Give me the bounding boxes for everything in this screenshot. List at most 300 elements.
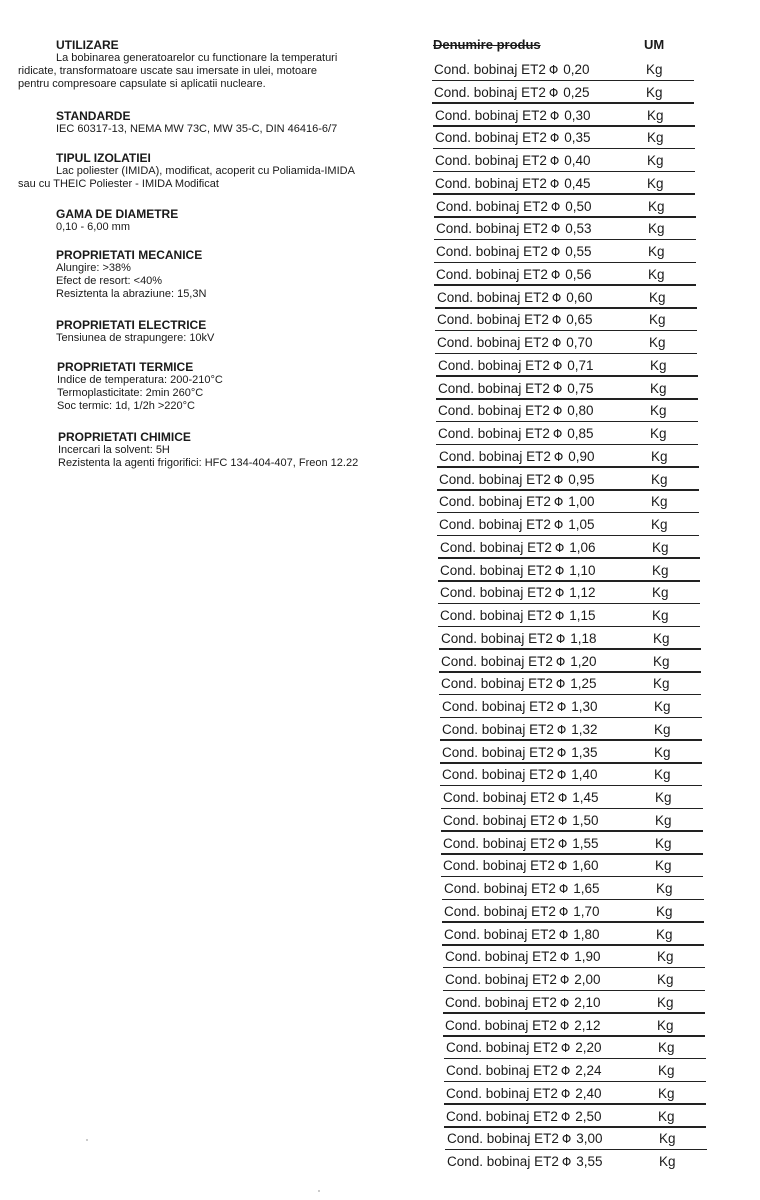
product-prefix: Cond. bobinaj ET2 xyxy=(439,494,551,510)
diameter-value: 1,35 xyxy=(571,744,598,760)
diameter-symbol: Φ xyxy=(556,745,567,760)
product-name xyxy=(437,332,593,354)
product-name xyxy=(439,446,595,468)
unit-cell: Kg xyxy=(659,1154,676,1169)
product-name xyxy=(435,105,591,127)
table-row xyxy=(445,1151,707,1173)
section-line: Efect de resort: <40% xyxy=(56,275,163,287)
section-line: Resiztenta la abraziune: 15,3N xyxy=(56,288,207,300)
diameter-symbol: Φ xyxy=(557,836,568,851)
table-row xyxy=(439,673,701,695)
unit-cell: Kg xyxy=(652,539,669,555)
section-heading: UTILIZARE xyxy=(56,38,119,52)
unit-cell: Kg xyxy=(646,84,663,100)
table-row xyxy=(433,173,695,195)
table-row xyxy=(432,59,694,81)
unit-cell: Kg xyxy=(651,494,668,510)
diameter-symbol: Φ xyxy=(560,1109,571,1124)
diameter-value: 1,55 xyxy=(572,835,599,851)
unit-cell: Kg xyxy=(651,517,668,532)
diameter-symbol: Φ xyxy=(549,108,560,123)
product-name xyxy=(442,742,598,764)
product-prefix: Cond. bobinaj ET2 xyxy=(445,972,557,987)
diameter-value: 1,18 xyxy=(570,630,597,646)
unit-cell: Kg xyxy=(656,926,673,942)
diameter-value: 0,20 xyxy=(563,62,590,77)
unit-cell: Kg xyxy=(651,448,668,464)
table-row xyxy=(433,127,695,149)
section-line: Lac poliester (IMIDA), modificat, acoperit cu Poliamida-IMIDA xyxy=(56,165,355,177)
table-row xyxy=(434,196,696,218)
product-name xyxy=(440,582,596,604)
table-row xyxy=(435,309,697,331)
table-row xyxy=(435,332,697,354)
table-row xyxy=(444,1060,706,1082)
section-heading: TIPUL IZOLATIEI xyxy=(56,151,151,165)
product-name xyxy=(440,560,596,582)
unit-cell: Kg xyxy=(659,1131,676,1147)
product-prefix: Cond. bobinaj ET2 xyxy=(435,153,547,168)
product-prefix: Cond. bobinaj ET2 xyxy=(441,676,553,692)
diameter-symbol: Φ xyxy=(552,381,563,396)
table-row xyxy=(438,605,700,627)
unit-cell: Kg xyxy=(646,62,663,77)
diameter-symbol: Φ xyxy=(558,927,569,942)
diameter-symbol: Φ xyxy=(560,1086,571,1101)
table-row xyxy=(438,582,700,604)
section-line: Tensiunea de strapungere: 10kV xyxy=(56,332,215,344)
product-name xyxy=(446,1106,602,1128)
unit-cell: Kg xyxy=(649,312,666,328)
diameter-symbol: Φ xyxy=(560,1041,571,1056)
table-row xyxy=(445,1128,707,1150)
product-name xyxy=(438,355,594,377)
table-row xyxy=(438,537,700,559)
diameter-value: 1,45 xyxy=(572,790,599,805)
section-line: Rezistenta la agenti frigorifici: HFC 134-404-407, Freon 12.22 xyxy=(58,457,359,469)
unit-cell: Kg xyxy=(650,403,667,419)
table-row xyxy=(437,469,699,491)
table-row xyxy=(442,901,704,923)
diameter-value: 0,50 xyxy=(565,198,592,214)
unit-cell: Kg xyxy=(656,881,673,896)
product-prefix: Cond. bobinaj ET2 xyxy=(444,903,556,919)
scan-speck xyxy=(86,1139,88,1141)
diameter-symbol: Φ xyxy=(552,427,563,441)
unit-cell: Kg xyxy=(657,949,674,965)
diameter-value: 1,60 xyxy=(572,858,599,874)
product-name xyxy=(437,287,593,309)
unit-cell: Kg xyxy=(654,767,671,783)
product-prefix: Cond. bobinaj ET2 xyxy=(436,221,548,237)
product-prefix: Cond. bobinaj ET2 xyxy=(444,881,556,896)
product-name xyxy=(438,400,594,422)
table-row xyxy=(439,651,701,673)
product-prefix: Cond. bobinaj ET2 xyxy=(437,335,549,350)
section-line: ridicate, transformatoare uscate sau imersate in ulei, motoare xyxy=(18,65,317,77)
unit-cell: Kg xyxy=(650,357,667,373)
diameter-symbol: Φ xyxy=(552,358,563,373)
unit-cell: Kg xyxy=(647,107,664,123)
product-name xyxy=(435,127,591,149)
unit-cell: Kg xyxy=(648,266,665,282)
diameter-value: 3,55 xyxy=(576,1154,603,1169)
diameter-symbol: Φ xyxy=(554,609,565,623)
unit-cell: Kg xyxy=(648,198,665,214)
table-row xyxy=(441,833,703,855)
diameter-value: 1,30 xyxy=(571,699,598,714)
product-name xyxy=(434,82,590,104)
diameter-value: 2,40 xyxy=(575,1085,602,1101)
section-electrice xyxy=(56,318,214,345)
product-prefix: Cond. bobinaj ET2 xyxy=(439,517,551,532)
section-heading: GAMA DE DIAMETRE xyxy=(56,207,179,221)
unit-cell: Kg xyxy=(658,1085,675,1101)
unit-cell: Kg xyxy=(653,653,670,669)
product-prefix: Cond. bobinaj ET2 xyxy=(434,62,546,77)
product-name xyxy=(445,946,601,968)
unit-cell: Kg xyxy=(655,835,672,851)
diameter-symbol: Φ xyxy=(556,768,567,783)
table-row xyxy=(436,400,698,422)
diameter-value: 0,70 xyxy=(566,335,593,350)
diameter-value: 0,95 xyxy=(568,471,595,487)
product-prefix: Cond. bobinaj ET2 xyxy=(447,1131,559,1147)
product-name xyxy=(446,1083,602,1105)
unit-cell: Kg xyxy=(648,244,665,259)
product-prefix: Cond. bobinaj ET2 xyxy=(442,699,554,714)
section-mecanice xyxy=(56,248,206,301)
product-name xyxy=(436,196,592,218)
product-name xyxy=(445,969,601,991)
diameter-value: 1,80 xyxy=(573,926,600,942)
product-name xyxy=(435,150,591,172)
section-heading: PROPRIETATI TERMICE xyxy=(57,360,194,374)
diameter-symbol: Φ xyxy=(550,222,561,237)
table-row xyxy=(444,1083,706,1105)
unit-cell: Kg xyxy=(655,858,672,874)
diameter-value: 1,90 xyxy=(574,949,601,965)
unit-cell: Kg xyxy=(650,426,667,441)
product-prefix: Cond. bobinaj ET2 xyxy=(440,585,552,601)
diameter-value: 0,90 xyxy=(568,448,595,464)
product-name xyxy=(440,537,596,559)
diameter-value: 2,00 xyxy=(574,972,601,987)
product-prefix: Cond. bobinaj ET2 xyxy=(446,1085,558,1101)
table-row xyxy=(443,992,705,1014)
diameter-symbol: Φ xyxy=(555,654,566,669)
product-name xyxy=(443,833,599,855)
table-row xyxy=(441,855,703,877)
diameter-value: 0,65 xyxy=(566,312,593,328)
diameter-value: 0,55 xyxy=(565,244,592,259)
section-line: Incercari la solvent: 5H xyxy=(58,444,170,456)
product-name xyxy=(442,719,598,741)
unit-cell: Kg xyxy=(648,221,665,237)
product-prefix: Cond. bobinaj ET2 xyxy=(445,949,557,965)
diameter-symbol: Φ xyxy=(557,791,568,805)
unit-cell: Kg xyxy=(658,1108,675,1124)
header-um: UM xyxy=(644,37,665,52)
product-name xyxy=(445,1015,601,1037)
product-prefix: Cond. bobinaj ET2 xyxy=(434,84,546,100)
diameter-symbol: Φ xyxy=(560,1064,571,1078)
diameter-value: 1,25 xyxy=(570,676,597,692)
product-prefix: Cond. bobinaj ET2 xyxy=(441,630,553,646)
diameter-value: 0,71 xyxy=(567,357,594,373)
unit-cell: Kg xyxy=(658,1063,675,1078)
unit-cell: Kg xyxy=(652,608,669,623)
product-prefix: Cond. bobinaj ET2 xyxy=(445,1017,557,1033)
unit-cell: Kg xyxy=(649,289,666,305)
unit-cell: Kg xyxy=(657,994,674,1010)
product-prefix: Cond. bobinaj ET2 xyxy=(437,289,549,305)
diameter-symbol: Φ xyxy=(549,131,560,146)
product-name xyxy=(439,469,595,491)
section-line: Alungire: >38% xyxy=(56,262,131,274)
product-prefix: Cond. bobinaj ET2 xyxy=(445,994,557,1010)
product-name xyxy=(436,241,592,263)
diameter-value: 1,15 xyxy=(569,608,596,623)
product-name xyxy=(447,1151,603,1173)
product-name xyxy=(443,855,599,877)
unit-cell: Kg xyxy=(657,1017,674,1033)
unit-cell: Kg xyxy=(655,812,672,828)
product-name xyxy=(444,924,600,946)
product-name xyxy=(440,605,596,627)
product-name xyxy=(442,696,598,718)
product-prefix: Cond. bobinaj ET2 xyxy=(437,312,549,328)
product-name xyxy=(437,309,593,331)
product-name xyxy=(447,1128,603,1150)
diameter-value: 2,20 xyxy=(575,1040,602,1056)
diameter-symbol: Φ xyxy=(557,859,568,874)
table-row xyxy=(437,514,699,536)
product-name xyxy=(442,764,598,786)
product-prefix: Cond. bobinaj ET2 xyxy=(446,1063,558,1078)
diameter-symbol: Φ xyxy=(552,404,563,419)
diameter-symbol: Φ xyxy=(553,472,564,487)
product-prefix: Cond. bobinaj ET2 xyxy=(440,608,552,623)
section-utilizare xyxy=(18,38,337,91)
diameter-symbol: Φ xyxy=(559,1018,570,1033)
diameter-symbol: Φ xyxy=(549,154,560,168)
unit-cell: Kg xyxy=(653,676,670,692)
diameter-symbol: Φ xyxy=(548,63,559,77)
product-name xyxy=(439,491,595,513)
diameter-value: 1,12 xyxy=(569,585,596,601)
product-prefix: Cond. bobinaj ET2 xyxy=(443,790,555,805)
section-line: IEC 60317-13, NEMA MW 73C, MW 35-C, DIN 46416-6/7 xyxy=(56,123,338,135)
product-prefix: Cond. bobinaj ET2 xyxy=(443,858,555,874)
product-name xyxy=(441,673,597,695)
unit-cell: Kg xyxy=(654,744,671,760)
table-row xyxy=(442,924,704,946)
table-row xyxy=(440,764,702,786)
diameter-symbol: Φ xyxy=(556,722,567,737)
product-prefix: Cond. bobinaj ET2 xyxy=(446,1108,558,1124)
product-name xyxy=(446,1037,602,1059)
unit-cell: Kg xyxy=(658,1040,675,1056)
unit-cell: Kg xyxy=(654,699,671,714)
product-name xyxy=(443,810,599,832)
product-prefix: Cond. bobinaj ET2 xyxy=(436,198,548,214)
diameter-value: 1,50 xyxy=(572,812,599,828)
table-row xyxy=(436,355,698,377)
table-row xyxy=(432,82,694,104)
unit-cell: Kg xyxy=(656,903,673,919)
product-name xyxy=(439,514,595,536)
unit-cell: Kg xyxy=(655,790,672,805)
product-prefix: Cond. bobinaj ET2 xyxy=(435,130,547,146)
diameter-value: 2,24 xyxy=(575,1063,602,1078)
product-name xyxy=(438,423,594,445)
product-prefix: Cond. bobinaj ET2 xyxy=(442,721,554,737)
section-heading: STANDARDE xyxy=(56,109,131,123)
diameter-symbol: Φ xyxy=(554,540,565,555)
unit-cell: Kg xyxy=(650,380,667,396)
product-prefix: Cond. bobinaj ET2 xyxy=(440,539,552,555)
product-prefix: Cond. bobinaj ET2 xyxy=(446,1040,558,1056)
diameter-value: 0,53 xyxy=(565,221,592,237)
table-row xyxy=(435,287,697,309)
table-row xyxy=(438,560,700,582)
unit-cell: Kg xyxy=(647,175,664,191)
product-prefix: Cond. bobinaj ET2 xyxy=(438,357,550,373)
diameter-value: 0,25 xyxy=(563,84,590,100)
unit-cell: Kg xyxy=(649,335,666,350)
product-name xyxy=(438,378,594,400)
section-chimice xyxy=(58,430,358,470)
product-prefix: Cond. bobinaj ET2 xyxy=(438,380,550,396)
product-name xyxy=(443,787,599,809)
product-prefix: Cond. bobinaj ET2 xyxy=(444,926,556,942)
table-row xyxy=(443,1015,705,1037)
table-row xyxy=(437,446,699,468)
section-heading: PROPRIETATI ELECTRICE xyxy=(56,318,207,332)
diameter-value: 1,10 xyxy=(569,562,596,578)
table-row xyxy=(444,1037,706,1059)
diameter-symbol: Φ xyxy=(559,950,570,965)
diameter-value: 1,70 xyxy=(573,903,600,919)
table-row xyxy=(443,946,705,968)
diameter-symbol: Φ xyxy=(556,700,567,714)
diameter-symbol: Φ xyxy=(551,336,562,350)
table-row xyxy=(434,241,696,263)
table-row xyxy=(440,719,702,741)
section-standarde xyxy=(56,109,337,136)
table-row xyxy=(440,742,702,764)
table-row xyxy=(434,264,696,286)
product-prefix: Cond. bobinaj ET2 xyxy=(440,562,552,578)
diameter-value: 0,85 xyxy=(567,426,594,441)
product-prefix: Cond. bobinaj ET2 xyxy=(435,107,547,123)
table-row xyxy=(440,696,702,718)
product-table xyxy=(432,36,702,1169)
diameter-value: 1,65 xyxy=(573,881,600,896)
header-name: Denumire produs xyxy=(433,37,541,52)
diameter-value: 2,12 xyxy=(574,1017,601,1033)
diameter-value: 2,50 xyxy=(575,1108,602,1124)
diameter-symbol: Φ xyxy=(551,290,562,305)
product-name xyxy=(445,992,601,1014)
section-line: La bobinarea generatoarelor cu functionare la temperaturi xyxy=(56,52,338,64)
diameter-value: 0,80 xyxy=(567,403,594,419)
diameter-value: 2,10 xyxy=(574,994,601,1010)
product-name xyxy=(446,1060,602,1082)
section-gama xyxy=(56,207,178,234)
table-row xyxy=(434,218,696,240)
product-name xyxy=(435,173,591,195)
diameter-value: 1,32 xyxy=(571,721,598,737)
table-header xyxy=(432,36,702,54)
product-name xyxy=(434,59,590,81)
diameter-value: 0,30 xyxy=(564,107,591,123)
diameter-symbol: Φ xyxy=(557,813,568,828)
diameter-value: 0,40 xyxy=(564,153,591,168)
product-name xyxy=(436,218,592,240)
diameter-symbol: Φ xyxy=(554,586,565,601)
section-line: pentru compresoare capsulate si aplicatii nucleare. xyxy=(18,78,266,90)
section-line: 0,10 - 6,00 mm xyxy=(56,221,130,233)
diameter-value: 1,05 xyxy=(568,517,595,532)
diameter-symbol: Φ xyxy=(559,995,570,1010)
product-prefix: Cond. bobinaj ET2 xyxy=(442,744,554,760)
diameter-value: 1,00 xyxy=(568,494,595,510)
diameter-symbol: Φ xyxy=(555,677,566,692)
unit-cell: Kg xyxy=(654,721,671,737)
unit-cell: Kg xyxy=(647,153,664,168)
product-name xyxy=(444,901,600,923)
diameter-symbol: Φ xyxy=(558,904,569,919)
diameter-symbol: Φ xyxy=(553,495,564,510)
table-row xyxy=(442,878,704,900)
unit-cell: Kg xyxy=(653,630,670,646)
unit-cell: Kg xyxy=(652,562,669,578)
section-line: Termoplasticitate: 2min 260°C xyxy=(57,387,204,399)
diameter-symbol: Φ xyxy=(548,85,559,100)
product-prefix: Cond. bobinaj ET2 xyxy=(443,812,555,828)
diameter-symbol: Φ xyxy=(561,1132,572,1147)
diameter-symbol: Φ xyxy=(551,313,562,328)
product-prefix: Cond. bobinaj ET2 xyxy=(438,403,550,419)
diameter-value: 3,00 xyxy=(576,1131,603,1147)
unit-cell: Kg xyxy=(657,972,674,987)
diameter-symbol: Φ xyxy=(550,245,561,259)
diameter-value: 0,35 xyxy=(564,130,591,146)
table-row xyxy=(433,150,695,172)
diameter-value: 0,56 xyxy=(565,266,592,282)
scan-speck xyxy=(318,1190,320,1192)
table-row xyxy=(436,423,698,445)
product-prefix: Cond. bobinaj ET2 xyxy=(441,653,553,669)
product-prefix: Cond. bobinaj ET2 xyxy=(443,835,555,851)
diameter-symbol: Φ xyxy=(550,267,561,282)
product-prefix: Cond. bobinaj ET2 xyxy=(436,266,548,282)
diameter-value: 0,60 xyxy=(566,289,593,305)
table-row xyxy=(444,1106,706,1128)
diameter-symbol: Φ xyxy=(554,563,565,578)
table-row xyxy=(433,105,695,127)
product-name xyxy=(441,628,597,650)
table-row xyxy=(436,378,698,400)
diameter-value: 0,45 xyxy=(564,175,591,191)
section-heading: PROPRIETATI CHIMICE xyxy=(58,430,191,444)
product-name xyxy=(436,264,592,286)
diameter-value: 1,06 xyxy=(569,539,596,555)
product-name xyxy=(441,651,597,673)
product-prefix: Cond. bobinaj ET2 xyxy=(438,426,550,441)
